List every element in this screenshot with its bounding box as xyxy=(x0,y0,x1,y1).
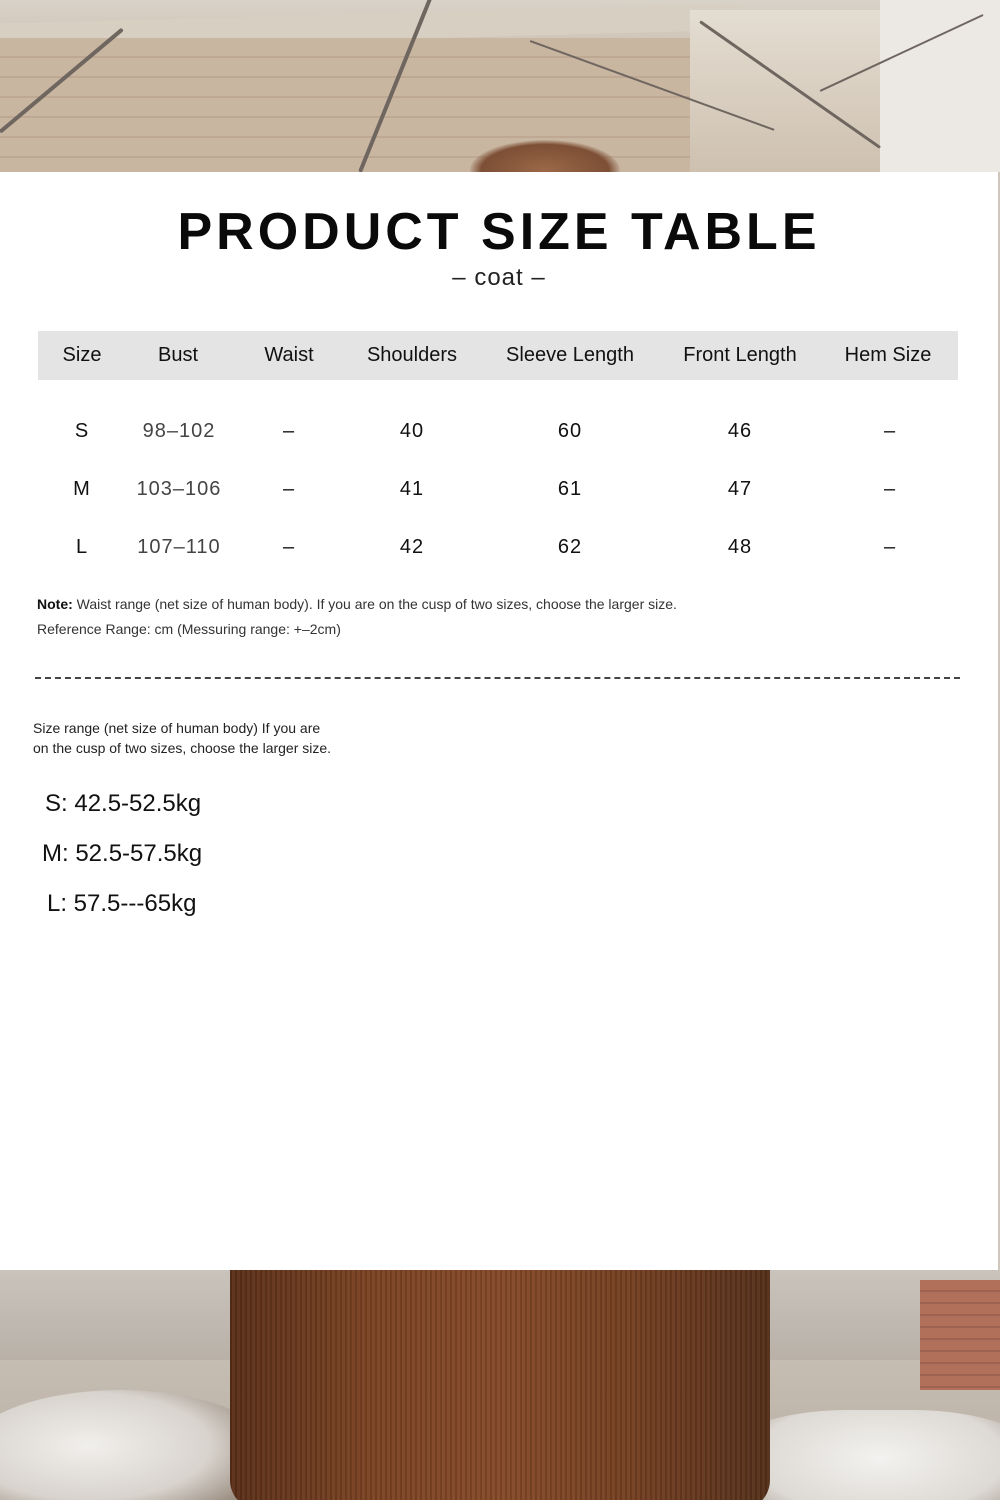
cell-sleeve-length: 62 xyxy=(557,536,583,558)
reference-range: Reference Range: cm (Messuring range: +–2cm) xyxy=(37,621,341,637)
cell-waist: – xyxy=(282,478,296,500)
page-subtitle: – coat – xyxy=(452,264,546,291)
cell-size: L xyxy=(75,536,89,558)
header-size: Size xyxy=(62,344,102,366)
size-range-text xyxy=(33,718,393,758)
cell-shoulders: 42 xyxy=(399,536,425,558)
cell-front-length: 46 xyxy=(727,420,753,442)
cell-shoulders: 40 xyxy=(399,420,425,442)
size-range-line: on the cusp of two sizes, choose the larger size. xyxy=(33,740,332,756)
note-text: Waist range (net size of human body). If you are on the cusp of two sizes, choose the larger size. xyxy=(72,596,677,612)
cell-hem-size: – xyxy=(883,478,897,500)
page-title: PRODUCT SIZE TABLE xyxy=(177,203,821,261)
size-range-line: Size range (net size of human body) If you are xyxy=(33,720,321,736)
cell-size: S xyxy=(74,420,90,442)
cell-waist: – xyxy=(282,420,296,442)
cell-front-length: 48 xyxy=(727,536,753,558)
cell-waist: – xyxy=(282,536,296,558)
brick-pillar xyxy=(920,1280,1000,1390)
bottom-background-photo xyxy=(0,1270,1000,1500)
table-row xyxy=(38,478,958,518)
cell-bust: 103–106 xyxy=(136,478,222,500)
cell-size: M xyxy=(73,478,91,500)
top-background-photo xyxy=(0,0,1000,172)
cell-bust: 107–110 xyxy=(137,536,221,558)
weight-range-s: S: 42.5-52.5kg xyxy=(45,790,202,817)
cell-bust: 98–102 xyxy=(142,420,216,442)
cell-sleeve-length: 60 xyxy=(557,420,583,442)
cell-shoulders: 41 xyxy=(399,478,425,500)
header-waist: Waist xyxy=(264,344,314,366)
table-row xyxy=(38,420,958,460)
weight-range-m: M: 52.5-57.5kg xyxy=(42,840,203,867)
header-front-length: Front Length xyxy=(683,344,797,366)
table-row xyxy=(38,536,958,576)
cell-sleeve-length: 61 xyxy=(557,478,583,500)
cell-front-length: 47 xyxy=(727,478,753,500)
header-shoulders: Shoulders xyxy=(366,344,458,366)
header-bust: Bust xyxy=(157,344,199,366)
header-hem-size: Hem Size xyxy=(844,344,932,366)
table-header xyxy=(38,331,958,380)
cell-hem-size: – xyxy=(883,420,897,442)
weight-range-l: L: 57.5---65kg xyxy=(47,890,197,917)
corduroy-coat xyxy=(230,1270,770,1500)
dashed-divider xyxy=(35,677,960,679)
cell-hem-size: – xyxy=(883,536,897,558)
header-sleeve-length: Sleeve Length xyxy=(506,344,634,366)
sky xyxy=(880,0,1000,172)
note-label: Note: xyxy=(37,596,73,612)
note-line xyxy=(37,596,677,612)
size-table-card xyxy=(0,172,998,1270)
